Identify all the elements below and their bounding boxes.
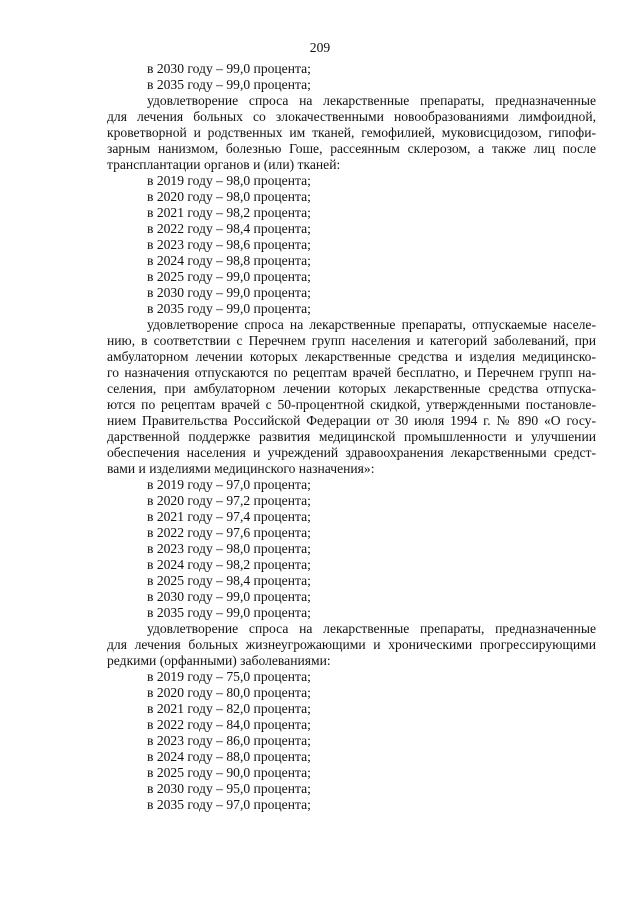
paragraph-line: удовлетворение спроса на лекарственные препараты, предназначенные <box>147 93 596 108</box>
list-item: в 2024 году – 98,8 процента; <box>147 253 311 268</box>
paragraph-line: удовлетворение спроса на лекарственные препараты, предназначенные <box>147 621 596 636</box>
list-item: в 2035 году – 99,0 процента; <box>147 77 311 92</box>
paragraph-outpatient-benefits <box>107 317 596 477</box>
list-item: в 2023 году – 98,6 процента; <box>147 237 311 252</box>
list-item: в 2022 году – 84,0 процента; <box>147 717 311 732</box>
list-item: в 2021 году – 98,2 процента; <box>147 205 311 220</box>
paragraph-line: дарственной поддержке развития медицинской промышленности и улучшении <box>107 429 596 444</box>
list-item: в 2035 году – 99,0 процента; <box>147 605 311 620</box>
list-item: в 2035 году – 99,0 процента; <box>147 301 311 316</box>
list-item: в 2024 году – 98,2 процента; <box>147 557 311 572</box>
list-item: в 2025 году – 98,4 процента; <box>147 573 311 588</box>
list-item: в 2022 году – 98,4 процента; <box>147 221 311 236</box>
paragraph-line: ются по рецептам врачей с 50-процентной скидкой, утвержденными постановле- <box>107 397 596 412</box>
list-item: в 2021 году – 82,0 процента; <box>147 701 311 716</box>
paragraph-line: нию, в соответствии с Перечнем групп населения и категорий заболеваний, при <box>107 333 596 348</box>
list-item: в 2020 году – 98,0 процента; <box>147 189 311 204</box>
list-item: в 2021 году – 97,4 процента; <box>147 509 311 524</box>
paragraph-line: нием Правительства Российской Федерации от 30 июля 1994 г. № 890 «О госу- <box>107 413 596 428</box>
paragraph-orphan-diseases <box>107 621 596 669</box>
document-body <box>107 61 596 813</box>
list-item: в 2030 году – 99,0 процента; <box>147 589 311 604</box>
paragraph-line: селения, при амбулаторном лечении которых лекарственные средства отпуска- <box>107 381 596 396</box>
list-item: в 2030 году – 99,0 процента; <box>147 285 311 300</box>
paragraph-line: обеспечения населения и учреждений здравоохранения лекарственными средст- <box>107 445 596 460</box>
paragraph-line: амбулаторном лечении которых лекарственные средства и изделия медицинско- <box>107 349 596 364</box>
target-list <box>107 477 596 621</box>
paragraph-line: редкими (орфанными) заболеваниями: <box>107 653 331 668</box>
paragraph-line: вами и изделиями медицинского назначения»: <box>107 461 375 476</box>
list-item: в 2020 году – 80,0 процента; <box>147 685 311 700</box>
list-item: в 2022 году – 97,6 процента; <box>147 525 311 540</box>
paragraph-line: трансплантации органов и (или) тканей: <box>107 157 341 172</box>
target-list <box>107 173 596 317</box>
paragraph-oncology-hemophilia <box>107 93 596 173</box>
list-item: в 2019 году – 75,0 процента; <box>147 669 311 684</box>
paragraph-line: удовлетворение спроса на лекарственные препараты, отпускаемые населе- <box>147 317 596 332</box>
target-list <box>107 669 596 813</box>
page-number: 209 <box>309 40 331 55</box>
list-item: в 2025 году – 90,0 процента; <box>147 765 311 780</box>
list-item: в 2030 году – 99,0 процента; <box>147 61 311 76</box>
paragraph-line: кроветворной и родственных им тканей, гемофилией, муковисцидозом, гипофи- <box>107 125 596 140</box>
list-item: в 2023 году – 86,0 процента; <box>147 733 311 748</box>
list-item: в 2035 году – 97,0 процента; <box>147 797 311 812</box>
paragraph-line: зарным нанизмом, болезнью Гоше, рассеянным склерозом, а также лиц после <box>107 141 596 156</box>
list-item: в 2024 году – 88,0 процента; <box>147 749 311 764</box>
list-item: в 2019 году – 97,0 процента; <box>147 477 311 492</box>
target-list-continued <box>107 61 596 93</box>
list-item: в 2020 году – 97,2 процента; <box>147 493 311 508</box>
list-item: в 2030 году – 95,0 процента; <box>147 781 311 796</box>
list-item: в 2023 году – 98,0 процента; <box>147 541 311 556</box>
paragraph-line: для лечения больных жизнеугрожающими и хроническими прогрессирующими <box>107 637 596 652</box>
paragraph-line: го назначения отпускаются по рецептам врачей бесплатно, и Перечнем групп на- <box>107 365 596 380</box>
paragraph-line: для лечения больных со злокачественными новообразованиями лимфоидной, <box>107 109 596 124</box>
list-item: в 2025 году – 99,0 процента; <box>147 269 311 284</box>
list-item: в 2019 году – 98,0 процента; <box>147 173 311 188</box>
